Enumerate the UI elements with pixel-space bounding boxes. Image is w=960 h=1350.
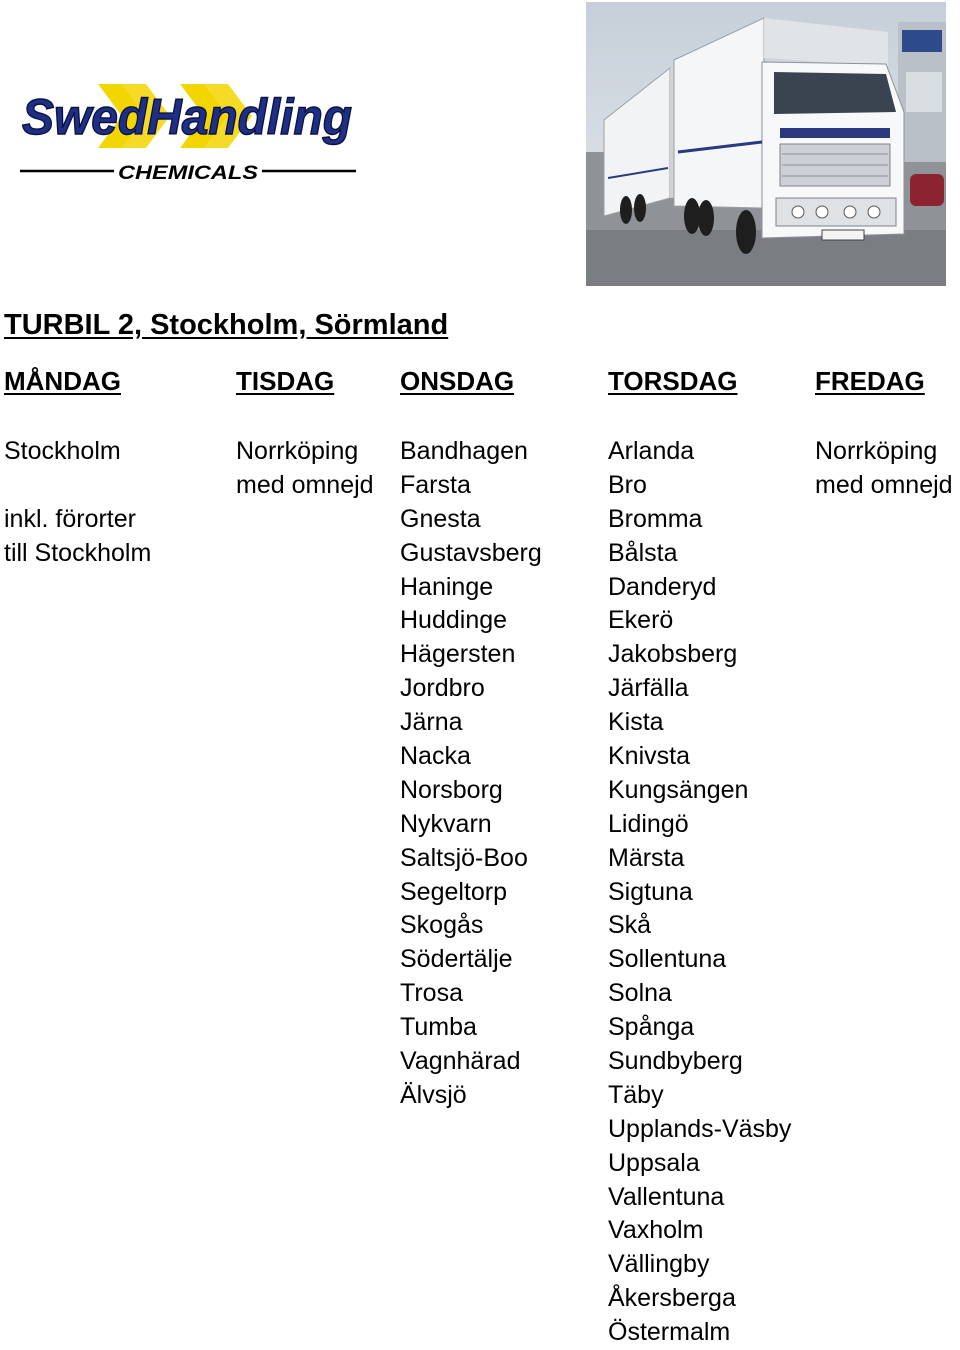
location-item: Nykvarn bbox=[400, 809, 492, 838]
location-item: Norrköping bbox=[236, 437, 359, 465]
location-item: Huddinge bbox=[400, 606, 508, 635]
location-item: Bålsta bbox=[608, 538, 678, 567]
location-item: Lidingö bbox=[608, 809, 689, 838]
location-item: Jakobsberg bbox=[608, 640, 738, 669]
location-item: Gustavsberg bbox=[400, 538, 542, 567]
location-item: Nacka bbox=[400, 742, 471, 771]
location-item: inkl. förorter bbox=[4, 504, 136, 533]
column-wednesday bbox=[400, 435, 542, 1113]
logo-tagline-text: CHEMICALS bbox=[118, 163, 259, 180]
location-item: Spånga bbox=[608, 1013, 695, 1042]
location-item: Sigtuna bbox=[608, 877, 693, 906]
location-item: Sollentuna bbox=[608, 945, 727, 974]
location-item: Saltsjö-Boo bbox=[400, 843, 528, 872]
location-item: Stockholm bbox=[4, 437, 121, 465]
day-header-wednesday: ONSDAG bbox=[400, 366, 515, 396]
logo-brand-text: SwedHandling bbox=[22, 89, 352, 145]
location-item: Kungsängen bbox=[608, 775, 749, 804]
swedhandling-logo bbox=[18, 80, 358, 180]
location-item: Södertälje bbox=[400, 945, 513, 974]
location-item: Knivsta bbox=[608, 742, 690, 771]
location-item: Segeltorp bbox=[400, 877, 508, 906]
location-item: Ekerö bbox=[608, 606, 674, 635]
location-item: Järna bbox=[400, 708, 463, 737]
day-header-thursday: TORSDAG bbox=[608, 366, 738, 396]
column-thursday bbox=[608, 435, 791, 1350]
location-item: Vagnhärad bbox=[400, 1047, 521, 1076]
day-header-monday: MÅNDAG bbox=[4, 366, 121, 396]
location-item: Norsborg bbox=[400, 775, 503, 804]
day-header-friday: FREDAG bbox=[815, 366, 925, 396]
location-item: Solna bbox=[608, 979, 672, 1008]
truck-photo bbox=[586, 2, 946, 286]
location-item: Bandhagen bbox=[400, 437, 528, 465]
location-item: Uppsala bbox=[608, 1148, 700, 1177]
location-item: Östermalm bbox=[608, 1318, 731, 1347]
location-item: Kista bbox=[608, 708, 664, 737]
column-friday bbox=[815, 435, 953, 503]
location-item: Vällingby bbox=[608, 1250, 710, 1279]
location-item: Täby bbox=[608, 1080, 664, 1109]
location-item: med omnejd bbox=[236, 470, 374, 499]
location-item: Vallentuna bbox=[608, 1182, 725, 1211]
location-item: Åkersberga bbox=[608, 1284, 736, 1313]
location-item: Hägersten bbox=[400, 640, 516, 669]
location-item: Skogås bbox=[400, 911, 484, 940]
location-item: Sundbyberg bbox=[608, 1047, 743, 1076]
day-header-tuesday: TISDAG bbox=[236, 366, 335, 396]
location-item: Danderyd bbox=[608, 572, 717, 601]
page-title: TURBIL 2, Stockholm, Sörmland bbox=[4, 309, 449, 341]
location-item: Trosa bbox=[400, 979, 463, 1008]
location-item: med omnejd bbox=[815, 470, 953, 499]
location-item: Bro bbox=[608, 470, 647, 499]
location-item: Arlanda bbox=[608, 437, 695, 465]
location-item: Tumba bbox=[400, 1013, 477, 1042]
location-item: Älvsjö bbox=[400, 1080, 467, 1109]
location-item: Järfälla bbox=[608, 674, 689, 703]
location-item: till Stockholm bbox=[4, 538, 152, 567]
location-item: Farsta bbox=[400, 470, 471, 499]
column-tuesday bbox=[236, 435, 374, 503]
column-monday bbox=[4, 435, 151, 571]
location-item: Upplands-Väsby bbox=[608, 1114, 792, 1143]
location-item: Bromma bbox=[608, 504, 703, 533]
location-item: Norrköping bbox=[815, 437, 938, 465]
location-item: Skå bbox=[608, 911, 652, 940]
location-item: Jordbro bbox=[400, 674, 485, 703]
location-item: Haninge bbox=[400, 572, 494, 601]
location-item: Märsta bbox=[608, 843, 685, 872]
location-item bbox=[4, 469, 151, 503]
location-item: Gnesta bbox=[400, 504, 481, 533]
location-item: Vaxholm bbox=[608, 1216, 704, 1245]
